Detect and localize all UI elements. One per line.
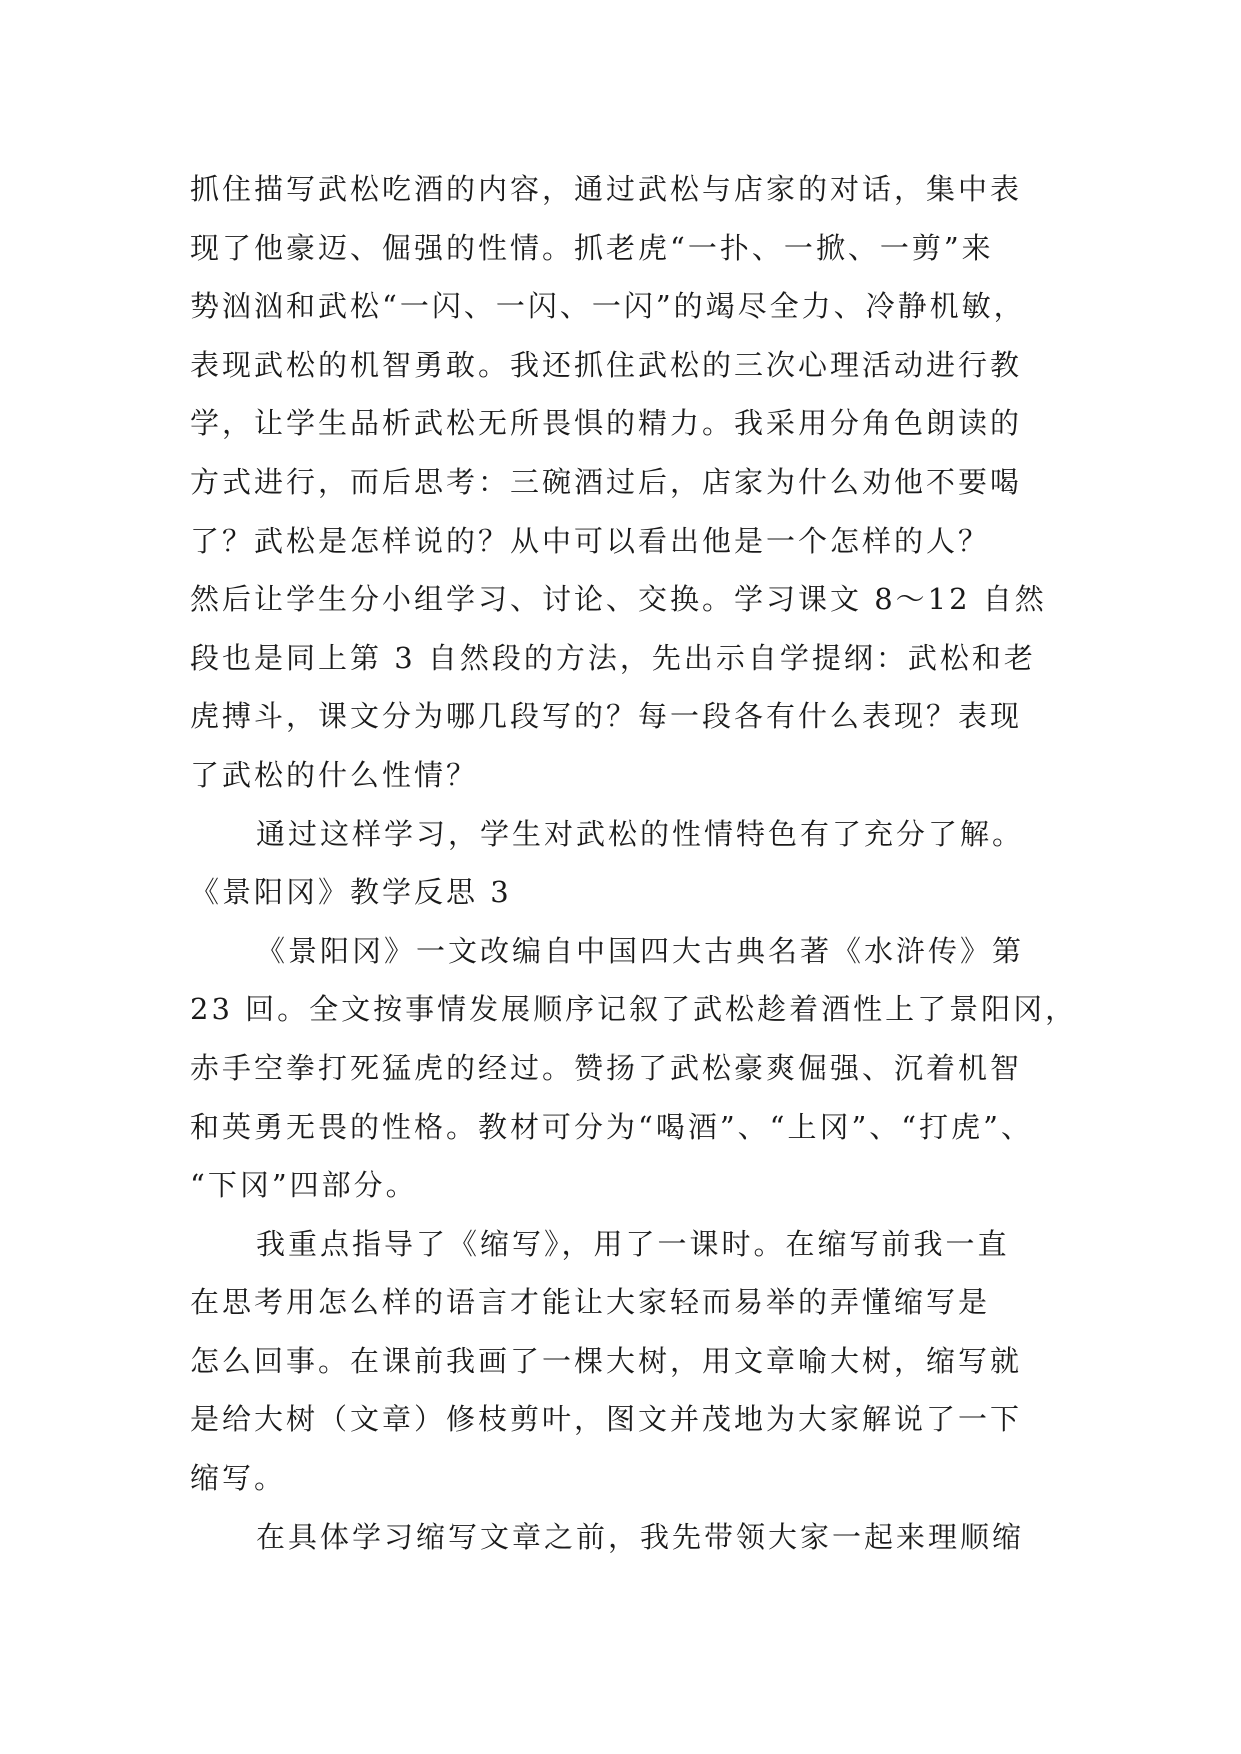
text-line: 赤手空拳打死猛虎的经过。赞扬了武松豪爽倔强、沉着机智 — [190, 1050, 1023, 1085]
text-line: 了武松的什么性情？ — [190, 757, 479, 792]
text-line: 和英勇无畏的性格。教材可分为“喝酒”、“上冈”、“打虎”、 — [190, 1109, 1033, 1144]
text-line: 方式进行，而后思考：三碗酒过后，店家为什么劝他不要喝 — [190, 464, 1023, 499]
paragraph-start-line: 《景阳冈》一文改编自中国四大古典名著《水浒传》第 — [256, 933, 1025, 968]
paragraph-start-line: 我重点指导了《缩写》，用了一课时。在缩写前我一直 — [256, 1226, 1010, 1261]
text-line: 怎么回事。在课前我画了一棵大树，用文章喻大树，缩写就 — [190, 1343, 1023, 1378]
paragraph-start-line: 在具体学习缩写文章之前，我先带领大家一起来理顺缩 — [256, 1519, 1025, 1554]
text-line: 了？武松是怎样说的？从中可以看出他是一个怎样的人？ — [190, 523, 991, 558]
text-line: 势汹汹和武松“一闪、一闪、一闪”的竭尽全力、冷静机敏， — [190, 289, 1026, 324]
text-line: 虎搏斗，课文分为哪几段写的？每一段各有什么表现？表现 — [190, 699, 1023, 734]
text-line: 在思考用怎么样的语言才能让大家轻而易举的弄懂缩写是 — [190, 1285, 991, 1320]
text-line: 段也是同上第 3 自然段的方法，先出示自学提纲：武松和老 — [190, 640, 1036, 675]
text-line: 现了他豪迈、倔强的性情。抓老虎“一扑、一掀、一剪”来 — [190, 230, 994, 265]
text-line: 缩写。 — [190, 1461, 287, 1496]
text-line: 抓住描写武松吃酒的内容，通过武松与店家的对话，集中表 — [190, 172, 1023, 206]
text-line: 表现武松的机智勇敢。我还抓住武松的三次心理活动进行教 — [190, 347, 1023, 382]
text-line: 然后让学生分小组学习、讨论、交换。学习课文 8～12 自然 — [190, 582, 1047, 617]
paragraph-start-line: 通过这样学习，学生对武松的性情特色有了充分了解。 — [256, 816, 1025, 851]
text-line: 学，让学生品析武松无所畏惧的精力。我采用分角色朗读的 — [190, 406, 1023, 441]
text-line: 是给大树（文章）修枝剪叶，图文并茂地为大家解说了一下 — [190, 1402, 1023, 1437]
document-body — [190, 160, 1078, 1566]
text-line: “下冈”四部分。 — [190, 1168, 418, 1203]
section-heading: 《景阳冈》教学反思 3 — [190, 875, 512, 910]
text-line: 23 回。全文按事情发展顺序记叙了武松趁着酒性上了景阳冈， — [190, 992, 1078, 1027]
